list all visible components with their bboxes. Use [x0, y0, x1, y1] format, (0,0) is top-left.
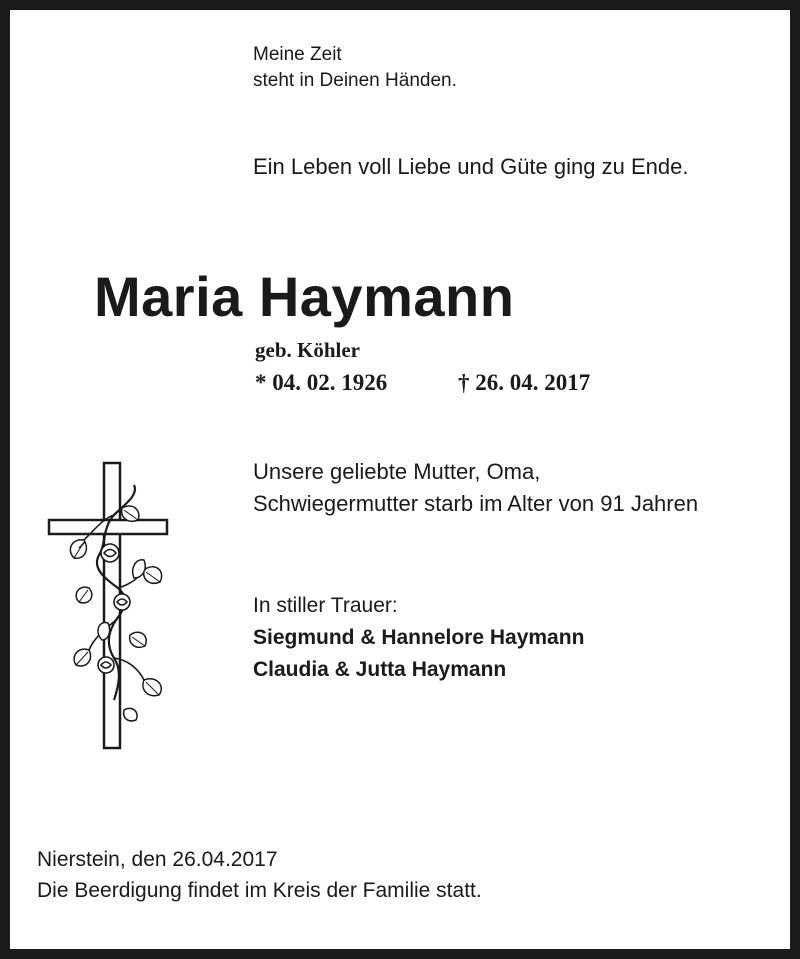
closing-block: [37, 844, 482, 906]
place-date: Nierstein, den 26.04.2017: [37, 848, 278, 871]
funeral-note: Die Beerdigung findet im Kreis der Familie statt.: [37, 879, 482, 902]
mourner-name: Claudia & Jutta Haymann: [253, 658, 507, 681]
mourners-block: [253, 590, 584, 686]
mourner-name: Siegmund & Hannelore Haymann: [253, 626, 585, 649]
cross-with-roses-icon: [44, 460, 174, 760]
description-line-2: Schwiegermutter starb im Alter von 91 Jahren: [253, 491, 699, 516]
obituary-notice: [10, 10, 790, 949]
description-line-1: Unsere geliebte Mutter, Oma,: [253, 459, 541, 484]
motto-line-2: steht in Deinen Händen.: [253, 70, 457, 91]
description: [253, 456, 698, 520]
birth-date: * 04. 02. 1926: [255, 370, 388, 395]
intro-text: Ein Leben voll Liebe und Güte ging zu Ende.: [253, 154, 689, 179]
motto-line-1: Meine Zeit: [253, 44, 342, 65]
deceased-name: Maria Haymann: [94, 265, 515, 328]
birth-name: geb. Köhler: [255, 338, 360, 362]
motto: [253, 42, 457, 94]
mourners-heading: In stiller Trauer:: [253, 594, 398, 617]
death-date: † 26. 04. 2017: [458, 370, 591, 395]
